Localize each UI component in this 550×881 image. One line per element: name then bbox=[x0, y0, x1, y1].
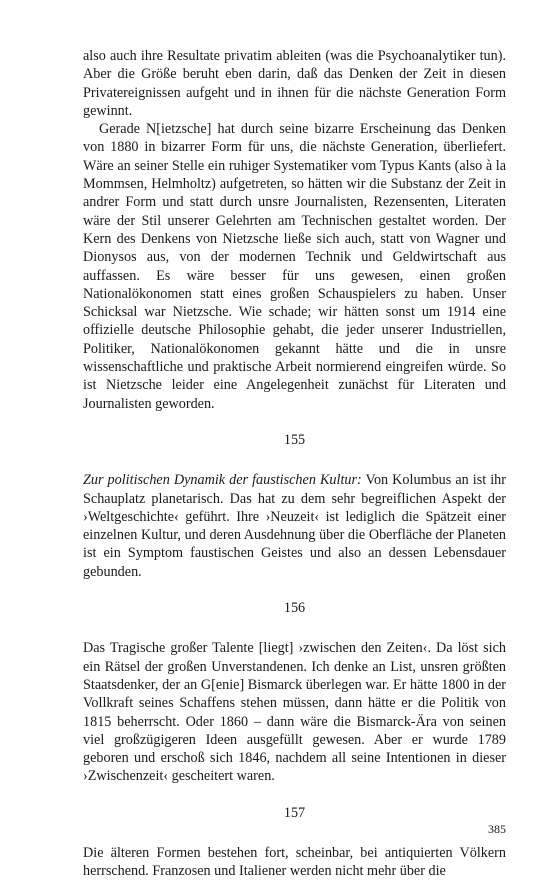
paragraph-continuation: also auch ihre Resultate privatim ableiten (was die Psychoanalytiker tun). Aber die Größe beruht eben darin, daß das Denken der Zeit in diesen Privatereignissen aufgeht und in ihnen für die nächste Generation Form gewinnt. bbox=[83, 48, 506, 119]
section-156-text: Das Tragische großer Talente [liegt] ›zwischen den Zeiten‹. Da löst sich ein Rätsel der großen Unverstandenen. Ich denke an List, unsren größten Staatsdenker, der an G[enie] Bismarck überlegen war. Er hätte 1800 in der Vollkraft seines Schaffens stehen müssen, dann hätte er die Politik von 1815 beherrscht. Oder 1860 – dann wäre die Bismarck-Ära von seinen viel großzügigeren Ideen ausgefüllt gewesen. Aber er wurde 1789 geboren und erschoß sich 1846, nachdem all seine Intentionen in dieser ›Zwischenzeit‹ gescheitert waren. bbox=[83, 640, 506, 785]
section-number-157: 157 bbox=[283, 804, 306, 821]
page-body bbox=[83, 47, 506, 881]
section-number-155: 155 bbox=[283, 431, 306, 448]
section-number-156: 156 bbox=[283, 600, 306, 617]
paragraph-nietzsche: Gerade N[ietzsche] hat durch seine bizarre Erscheinung das Denken von 1880 in bizarrer Form für uns, die nächste Generation, überliefert. Wäre an seiner Stelle ein ruhiger Systematiker vom Typus Kants (also à la Mommsen, Helmholtz) aufgetreten, so hätten wir die Substanz der Zeit in andrer Form und statt durch unsre Journalisten, Rezensenten, Literaten wäre der Stil unserer Gelehrten am Technischen gestaltet worden. Der Kern des Denkens von Nietzsche ließe sich auch, statt von Wagner und Dionysos aus, von der modernen Technik und Geldwirtschaft aus auffassen. Es wäre besser für uns gewesen, einen großen Nationalökonomen statt eines großen Schauspielers zu haben. Unser Schicksal war Nietzsche. Wie schade; wir hätten sonst um 1914 eine offizielle deutsche Philosophie gehabt, die jeder unserer Industriellen, Politiker, Nationalökonomen gekannt hätte und die in unsre wissenschaftliche und praktische Arbeit normierend eingreifen würde. So ist Nietzsche leider eine Angelegenheit zunächst für Literaten und Journalisten geworden. bbox=[83, 121, 506, 412]
section-157-text: Die älteren Formen bestehen fort, scheinbar, bei antiquierten Völkern herrschend. Franzosen und Italiener werden nicht mehr über die bbox=[83, 844, 506, 880]
section-155-lead: Zur politischen Dynamik der faustischen Kultur: bbox=[83, 472, 362, 489]
page-number: 385 bbox=[488, 822, 506, 836]
section-155-text bbox=[83, 471, 506, 581]
section-155-body: Von Kolumbus an ist ihr Schauplatz planetarisch. Das hat zu dem sehr begreiflichen Aspekt der ›Weltgeschichte‹ geführt. Ihre ›Neuzeit‹ ist lediglich die Spätzeit einer einzelnen Kultur, und deren Ausdehnung über die Oberfläche der Planeten ist ein Symptom faustischen Geistes und also an dessen Lebensdauer gebunden. bbox=[83, 472, 506, 580]
